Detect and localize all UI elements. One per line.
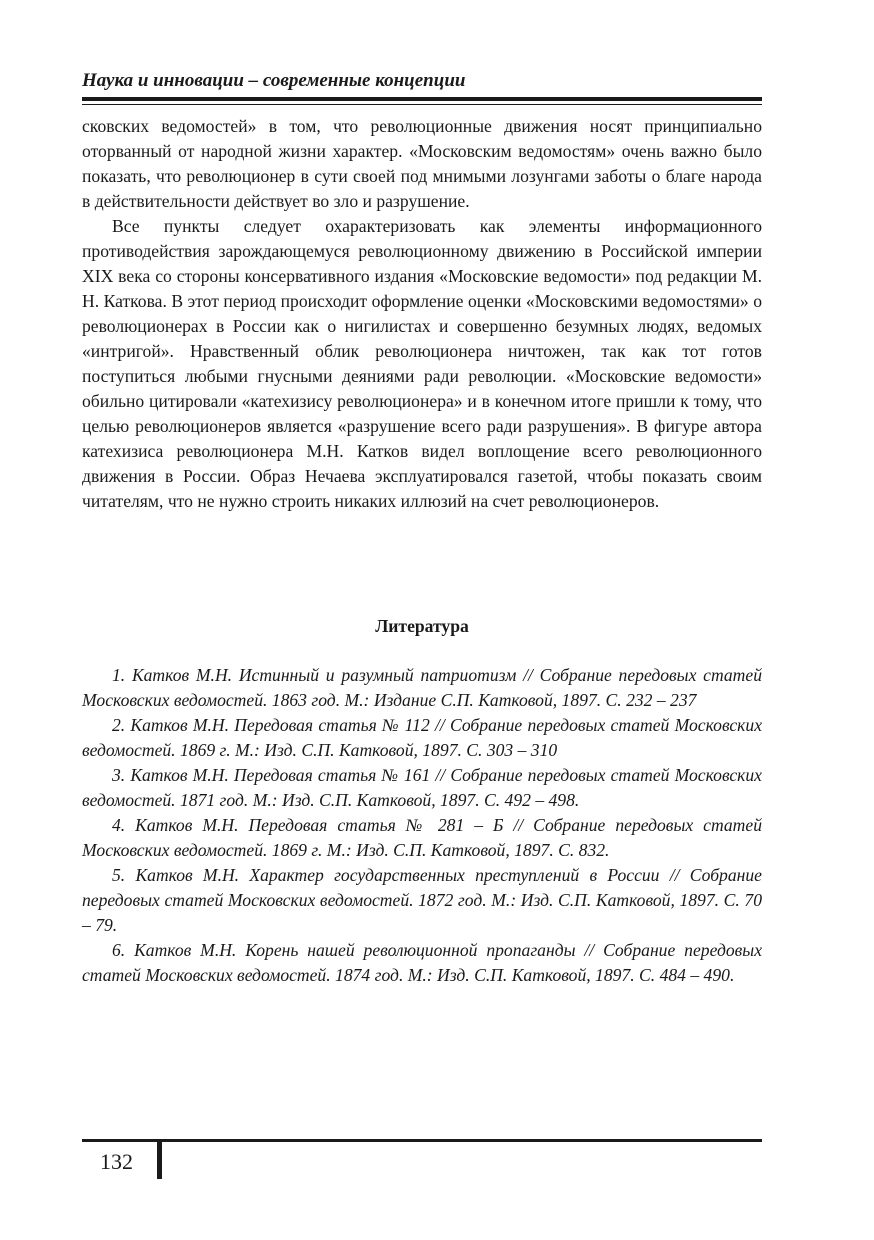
body-text bbox=[82, 114, 762, 514]
header-rule-thin bbox=[82, 104, 762, 105]
reference-item: 1. Катков М.Н. Истинный и разумный патриотизм // Собрание передовых статей Московских ведомостей. 1863 год. М.: Издание С.П. Катковой, 1897. С. 232 – 237 bbox=[82, 665, 762, 710]
reference-item: 4. Катков М.Н. Передовая статья № 281 – Б // Собрание передовых статей Московских ведомостей. 1869 г. М.: Изд. С.П. Катковой, 1897. С. 832. bbox=[82, 815, 762, 860]
footer-rule bbox=[82, 1139, 762, 1142]
running-header: Наука и инновации – современные концепции bbox=[82, 70, 466, 91]
paragraph: Все пункты следует охарактеризовать как элементы информационного противодействия зарождающемуся революционному движению в Российской империи XIX века со стороны консервативного издания «Московские ведомости» под редакции М. Н. Каткова. В этот период происходит оформление оценки «Московскими ведомостями» о революционерах в России как о нигилистах и совершенно безумных людях, ведомых «интригой». Нравственный облик революционера ничтожен, так как тот готов поступиться любыми гнусными деяниями ради революции. «Московские ведомости» обильно цитировали «катехизису революционера» и в конечном итоге пришли к тому, что целью революционеров является «разрушение всего ради разрушения». В фигуре автора катехизиса революционера М.Н. Катков видел воплощение всего революционного движения в России. Образ Нечаева эксплуатировался газетой, чтобы показать своим читателям, что не нужно строить никаких иллюзий на счет революционеров. bbox=[82, 216, 762, 511]
header-rule-thick bbox=[82, 97, 762, 101]
reference-item: 5. Катков М.Н. Характер государственных преступлений в России // Собрание передовых статей Московских ведомостей. 1872 год. М.: Изд. С.П. Катковой, 1897. С. 70 – 79. bbox=[82, 865, 762, 935]
references-heading: Литература bbox=[375, 616, 469, 636]
reference-item: 6. Катков М.Н. Корень нашей революционной пропаганды // Собрание передовых статей Московских ведомостей. 1874 год. М.: Изд. С.П. Катковой, 1897. С. 484 – 490. bbox=[82, 940, 762, 985]
page-number: 132 bbox=[100, 1149, 133, 1174]
page-number-bar bbox=[157, 1142, 162, 1179]
reference-item: 3. Катков М.Н. Передовая статья № 161 // Собрание передовых статей Московских ведомостей. 1871 год. М.: Изд. С.П. Катковой, 1897. С. 492 – 498. bbox=[82, 765, 762, 810]
reference-item: 2. Катков М.Н. Передовая статья № 112 // Собрание передовых статей Московских ведомостей. 1869 г. М.: Изд. С.П. Катковой, 1897. С. 303 – 310 bbox=[82, 715, 762, 760]
paragraph-continuation: сковских ведомостей» в том, что революционные движения носят принципиально оторванный от народной жизни характер. «Московским ведомостям» очень важно было показать, что революционер в сути своей под мнимыми лозунгами заботы о благе народа в действительности действует во зло и разрушение. bbox=[82, 116, 762, 211]
references-list bbox=[82, 663, 762, 988]
